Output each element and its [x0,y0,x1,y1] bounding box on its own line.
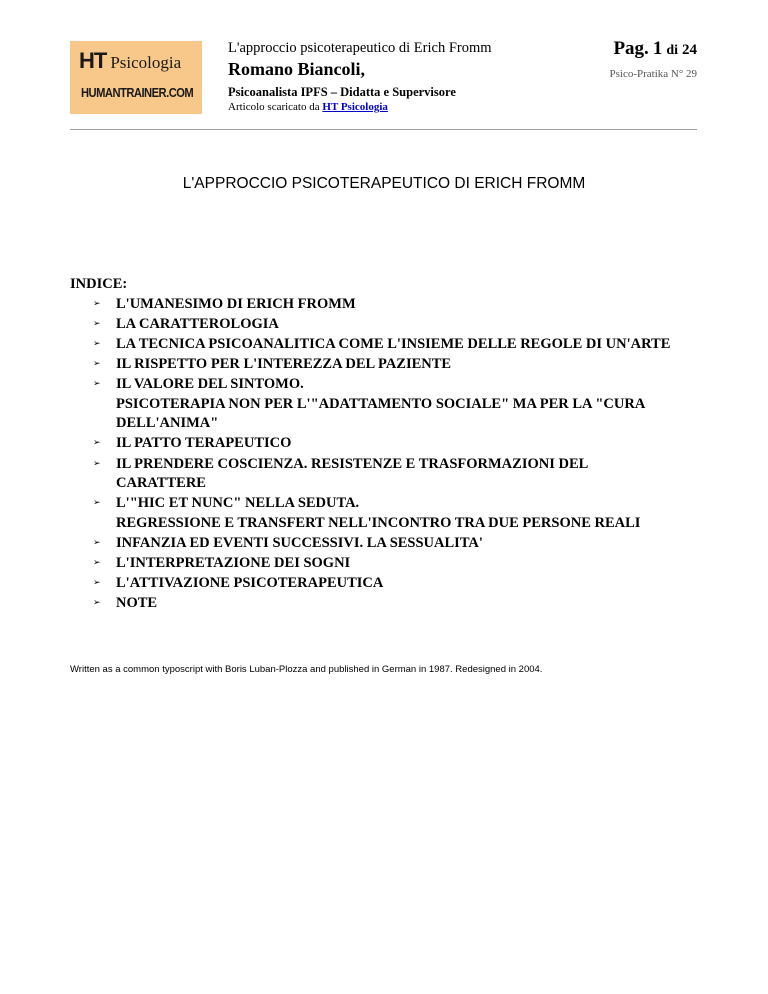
toc-item-text: L'UMANESIMO DI ERICH FROMM [116,296,356,312]
ht-psicologia-logo [70,41,202,114]
toc-item [70,455,716,494]
table-of-contents [70,295,716,614]
header-author: Romano Biancoli, [228,59,366,79]
series-label: Psico-Pratika N° 29 [609,68,697,80]
toc-item-text: NOTE [116,595,158,612]
page-total: 24 [682,42,697,58]
logo-psicologia-text: Psicologia [110,53,182,72]
arrow-bullet-icon: ➢ [93,557,101,568]
arrow-bullet-icon: ➢ [93,577,101,588]
arrow-bullet-icon: ➢ [93,598,101,609]
toc-item-text: CARATTERE [116,475,206,492]
arrow-bullet-icon: ➢ [93,339,101,350]
toc-item [70,554,716,574]
toc-item [70,574,716,594]
page-label: Pag. [613,38,649,59]
header-role: Psicoanalista IPFS – Didatta e Supervisore [228,85,456,99]
header-divider [70,129,697,130]
toc-item [70,295,716,315]
arrow-bullet-icon: ➢ [93,379,101,390]
arrow-bullet-icon: ➢ [93,458,101,469]
header-download-line [228,101,388,113]
toc-item [70,494,716,533]
toc-item-text: LA CARATTEROLOGIA [116,316,279,333]
toc-item [70,355,716,375]
toc-item [70,434,716,454]
arrow-bullet-icon: ➢ [93,319,101,330]
toc-item [70,335,716,355]
arrow-bullet-icon: ➢ [93,537,101,548]
toc-item-text: LA TECNICA PSICOANALITICA COME L'INSIEME DELLE REGOLE DI UN'ARTE [116,336,671,353]
arrow-bullet-icon: ➢ [93,498,101,509]
toc-item-text: IL RISPETTO PER L'INTEREZZA DEL PAZIENTE [116,356,452,373]
toc-item [70,534,716,554]
toc-label: INDICE: [70,276,128,292]
page-number: 1 [652,38,663,59]
page-indicator [613,38,697,60]
toc-item-text: PSICOTERAPIA NON PER L'"ADATTAMENTO SOCIALE" MA PER LA "CURA [116,395,646,412]
logo-ht-text: HT [79,48,107,73]
arrow-bullet-icon: ➢ [93,359,101,370]
logo-site-text: HUMANTRAINER.COM [81,85,194,100]
toc-item-text: IL PATTO TERAPEUTICO [116,435,292,452]
page-of: di [666,43,678,58]
toc-item-text: REGRESSIONE E TRANSFERT NELL'INCONTRO TRA DUE PERSONE REALI [116,514,641,531]
toc-item-text: DELL'ANIMA" [116,415,219,432]
arrow-bullet-icon: ➢ [93,438,101,449]
toc-item-text: L'"HIC ET NUNC" NELLA SEDUTA. [116,495,360,512]
toc-item-text: IL PRENDERE COSCIENZA. RESISTENZE E TRASFORMAZIONI DEL [116,455,589,472]
footnote: Written as a common typoscript with Boris Luban-Plozza and published in German in 1987. Redesigned in 2004. [70,664,543,675]
toc-item-text: INFANZIA ED EVENTI SUCCESSIVI. LA SESSUALITA' [116,534,483,551]
arrow-bullet-icon: ➢ [93,299,101,309]
ht-psicologia-link[interactable]: HT Psicologia [322,101,388,113]
header-subject: L'approccio psicoterapeutico di Erich Fromm [228,40,492,56]
toc-item-text: IL VALORE DEL SINTOMO. [116,376,304,393]
logo-top-line [79,48,181,74]
document-title: L'APPROCCIO PSICOTERAPEUTICO DI ERICH FROMM [182,175,586,192]
toc-item-text: L'INTERPRETAZIONE DEI SOGNI [116,554,351,571]
toc-item-text: L'ATTIVAZIONE PSICOTERAPEUTICA [116,574,384,591]
download-prefix: Articolo scaricato da [228,101,320,113]
toc-item [70,315,716,335]
toc-item [70,375,716,434]
toc-item [70,594,716,614]
